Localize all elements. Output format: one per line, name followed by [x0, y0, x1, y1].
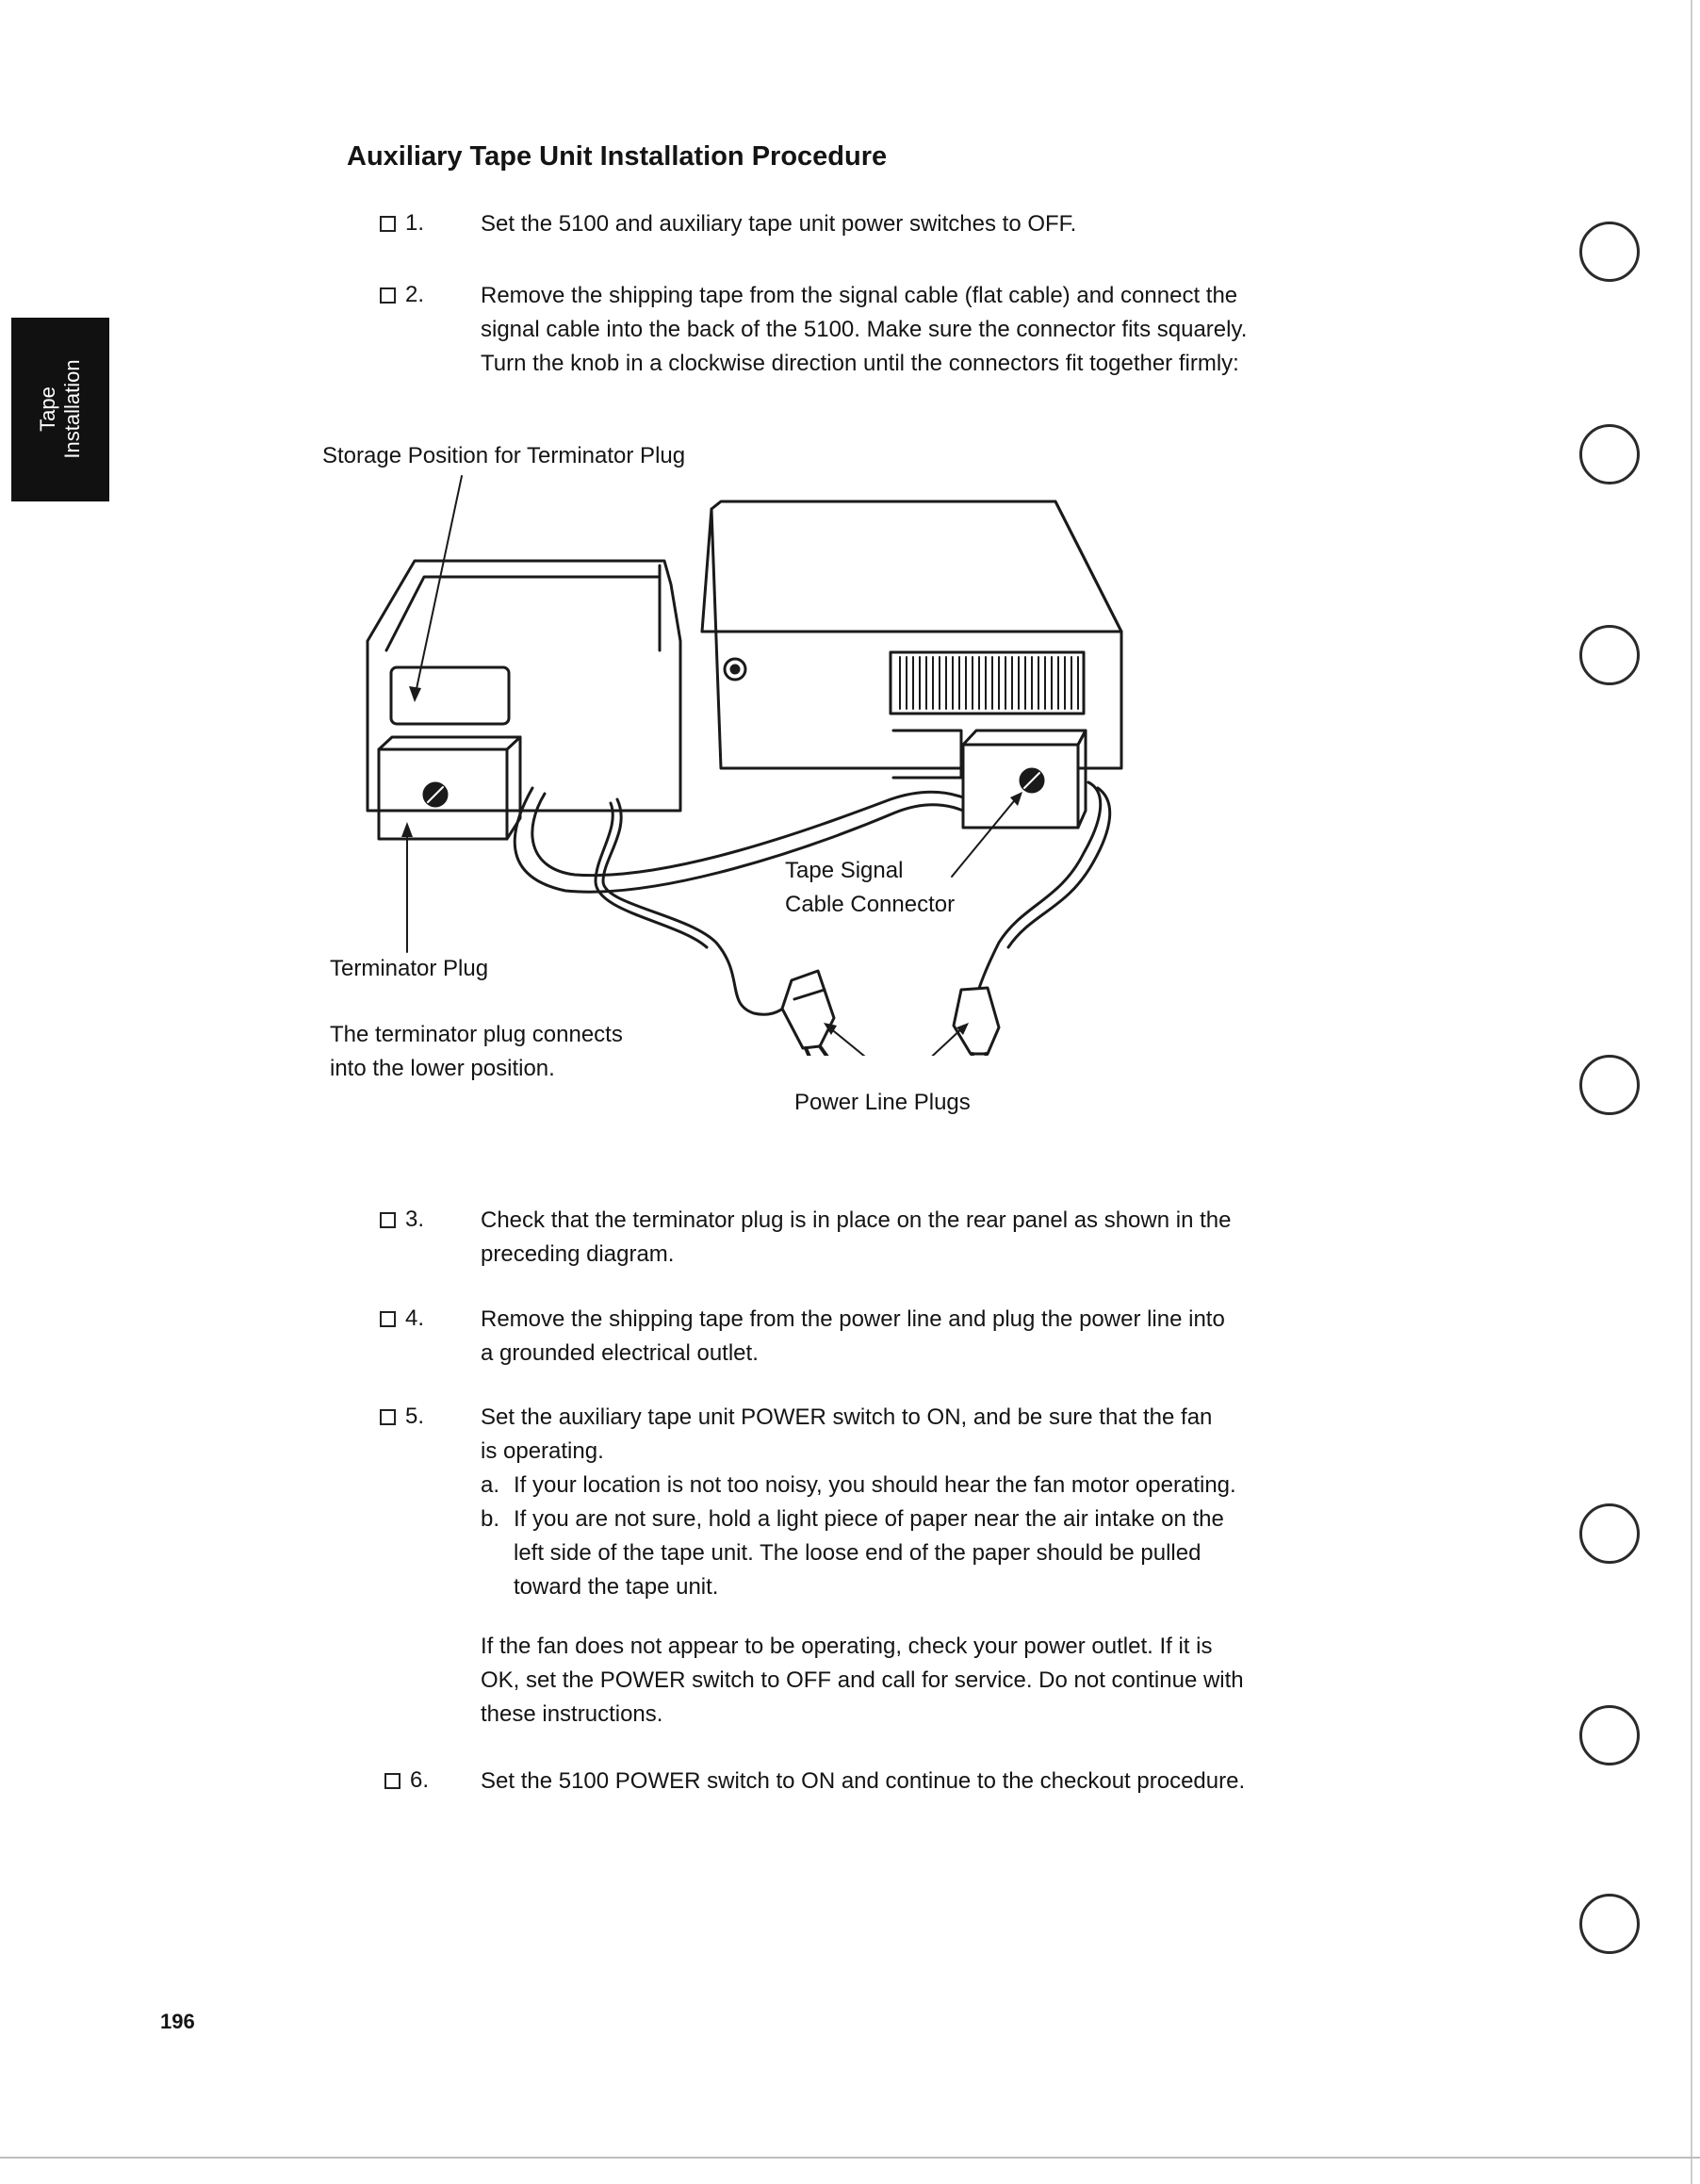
step-line: Set the auxiliary tape unit POWER switch to ON, and be sure that the fan: [481, 1404, 1213, 1430]
step-text: [481, 1303, 1225, 1371]
checkbox-step-2[interactable]: [380, 287, 396, 304]
step-text: Set the 5100 and auxiliary tape unit power switches to OFF.: [481, 211, 1077, 237]
step-number: 3.: [405, 1207, 425, 1232]
step-number: 2.: [405, 282, 425, 307]
binder-hole: [1579, 625, 1640, 685]
checkbox-step-3[interactable]: [380, 1212, 396, 1228]
binder-hole: [1579, 1894, 1640, 1954]
tape-unit-illustration: [702, 501, 1121, 828]
step-number: 5.: [405, 1404, 425, 1429]
step-line: preceding diagram.: [481, 1241, 675, 1267]
section-tab-line2: Installation: [60, 359, 84, 459]
leader-storage: [415, 476, 462, 698]
storage-position-label: Storage Position for Terminator Plug: [322, 443, 686, 468]
terminator-plug-label: Terminator Plug: [330, 956, 489, 981]
step-5-note: [481, 1630, 1244, 1732]
step-line: signal cable into the back of the 5100. Make sure the connector fits squarely.: [481, 317, 1248, 342]
note-line: If the fan does not appear to be operating, check your power outlet. If it is: [481, 1634, 1213, 1659]
section-tab-label: [36, 359, 85, 458]
step-line: Check that the terminator plug is in place on the rear panel as shown in the: [481, 1207, 1232, 1233]
step-text: [481, 279, 1247, 381]
checkbox-step-5[interactable]: [380, 1409, 396, 1425]
binder-hole: [1579, 424, 1640, 484]
right-edge-line: [1691, 0, 1692, 2184]
step-line: Turn the knob in a clockwise direction until the connectors fit together firmly:: [481, 351, 1239, 376]
substep-text: If your location is not too noisy, you should hear the fan motor operating.: [514, 1472, 1236, 1498]
step-number: 6.: [410, 1767, 430, 1793]
step-line: a grounded electrical outlet.: [481, 1340, 759, 1366]
substep-text: [514, 1503, 1224, 1604]
checkbox-step-4[interactable]: [380, 1311, 396, 1327]
step-text: [481, 1204, 1231, 1272]
step-number: 1.: [405, 210, 425, 236]
power-plug-right: [954, 988, 999, 1054]
checkbox-step-1[interactable]: [380, 216, 396, 232]
binder-hole: [1579, 1705, 1640, 1765]
substep-marker: a.: [481, 1472, 500, 1498]
substep-line: toward the tape unit.: [514, 1574, 719, 1600]
step-number: 4.: [405, 1305, 425, 1331]
substep-line: left side of the tape unit. The loose end of the paper should be pulled: [514, 1540, 1201, 1566]
step-line: is operating.: [481, 1438, 604, 1464]
bottom-edge-line: [0, 2157, 1700, 2159]
connector-label: [785, 854, 955, 922]
power-cord-left: [603, 799, 810, 1014]
terminator-note-line: into the lower position.: [330, 1056, 555, 1081]
step-line: Remove the shipping tape from the signal cable (flat cable) and connect the: [481, 283, 1238, 308]
substep-line: If you are not sure, hold a light piece of paper near the air intake on the: [514, 1506, 1224, 1532]
step-text: [481, 1401, 1212, 1469]
binder-hole: [1579, 1055, 1640, 1115]
section-tab: [11, 318, 109, 501]
power-plug-left: [782, 971, 834, 1048]
connector-label-line: Tape Signal: [785, 858, 904, 883]
section-tab-line1: Tape: [36, 386, 59, 432]
terminator-note-line: The terminator plug connects: [330, 1022, 623, 1047]
binder-hole: [1579, 222, 1640, 282]
binder-hole: [1579, 1503, 1640, 1564]
note-line: OK, set the POWER switch to OFF and call for service. Do not continue with: [481, 1667, 1244, 1693]
connector-label-line: Cable Connector: [785, 892, 956, 917]
step-text: Set the 5100 POWER switch to ON and continue to the checkout procedure.: [481, 1768, 1246, 1794]
power-line-plugs-label: Power Line Plugs: [794, 1090, 971, 1115]
checkbox-step-6[interactable]: [384, 1773, 400, 1789]
leader-power-left: [829, 1027, 891, 1056]
substep-marker: b.: [481, 1506, 500, 1532]
page-number: 196: [160, 2010, 195, 2033]
note-line: these instructions.: [481, 1701, 663, 1727]
page-title: Auxiliary Tape Unit Installation Procedure: [347, 141, 888, 172]
leader-power-right: [909, 1027, 963, 1056]
terminator-note: [330, 1018, 623, 1086]
step-line: Remove the shipping tape from the power line and plug the power line into: [481, 1306, 1225, 1332]
